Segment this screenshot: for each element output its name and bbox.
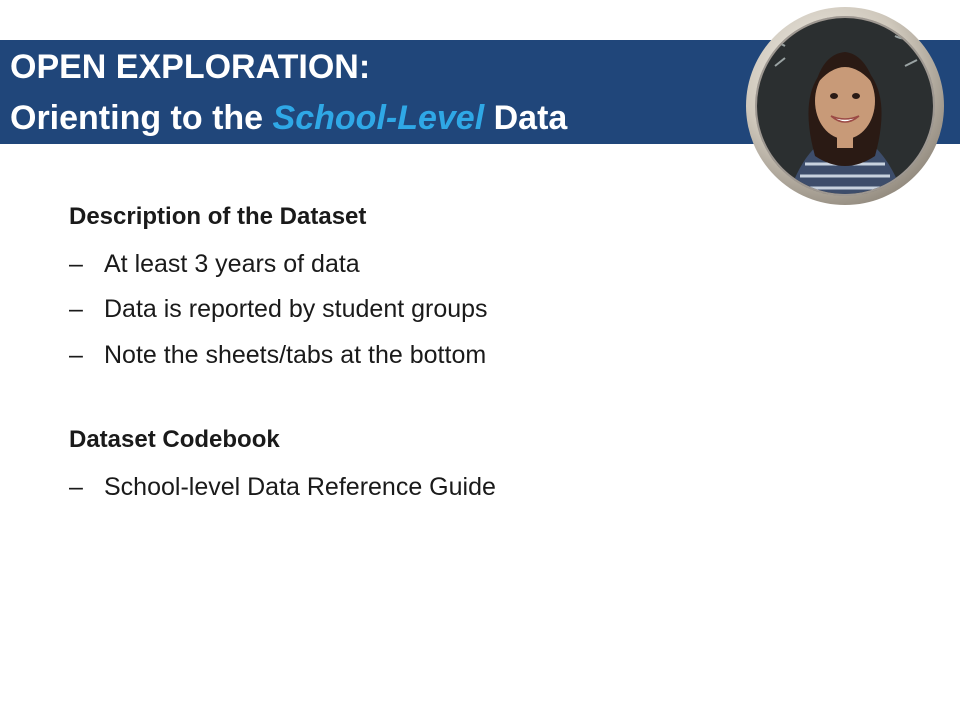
bullet-marker: – (69, 250, 83, 278)
list-item (69, 472, 496, 502)
section-heading-description: Description of the Dataset (69, 203, 367, 230)
list-item (69, 294, 488, 324)
bullet-text: Data is reported by student groups (104, 295, 488, 323)
slide-title-line1: OPEN EXPLORATION: (10, 48, 371, 86)
bullet-marker: – (69, 473, 83, 501)
bullet-text: Note the sheets/tabs at the bottom (104, 341, 487, 369)
bullet-marker: – (69, 341, 83, 369)
title-accent: School-Level (272, 99, 485, 137)
list-item (69, 340, 486, 370)
bullet-text: At least 3 years of data (104, 250, 360, 278)
section-heading-codebook: Dataset Codebook (69, 426, 280, 453)
list-item (69, 249, 360, 279)
title-prefix: Orienting to the (10, 99, 273, 137)
bullet-text: School-level Data Reference Guide (104, 473, 496, 501)
title-suffix: Data (484, 99, 568, 137)
bullet-marker: – (69, 295, 83, 323)
